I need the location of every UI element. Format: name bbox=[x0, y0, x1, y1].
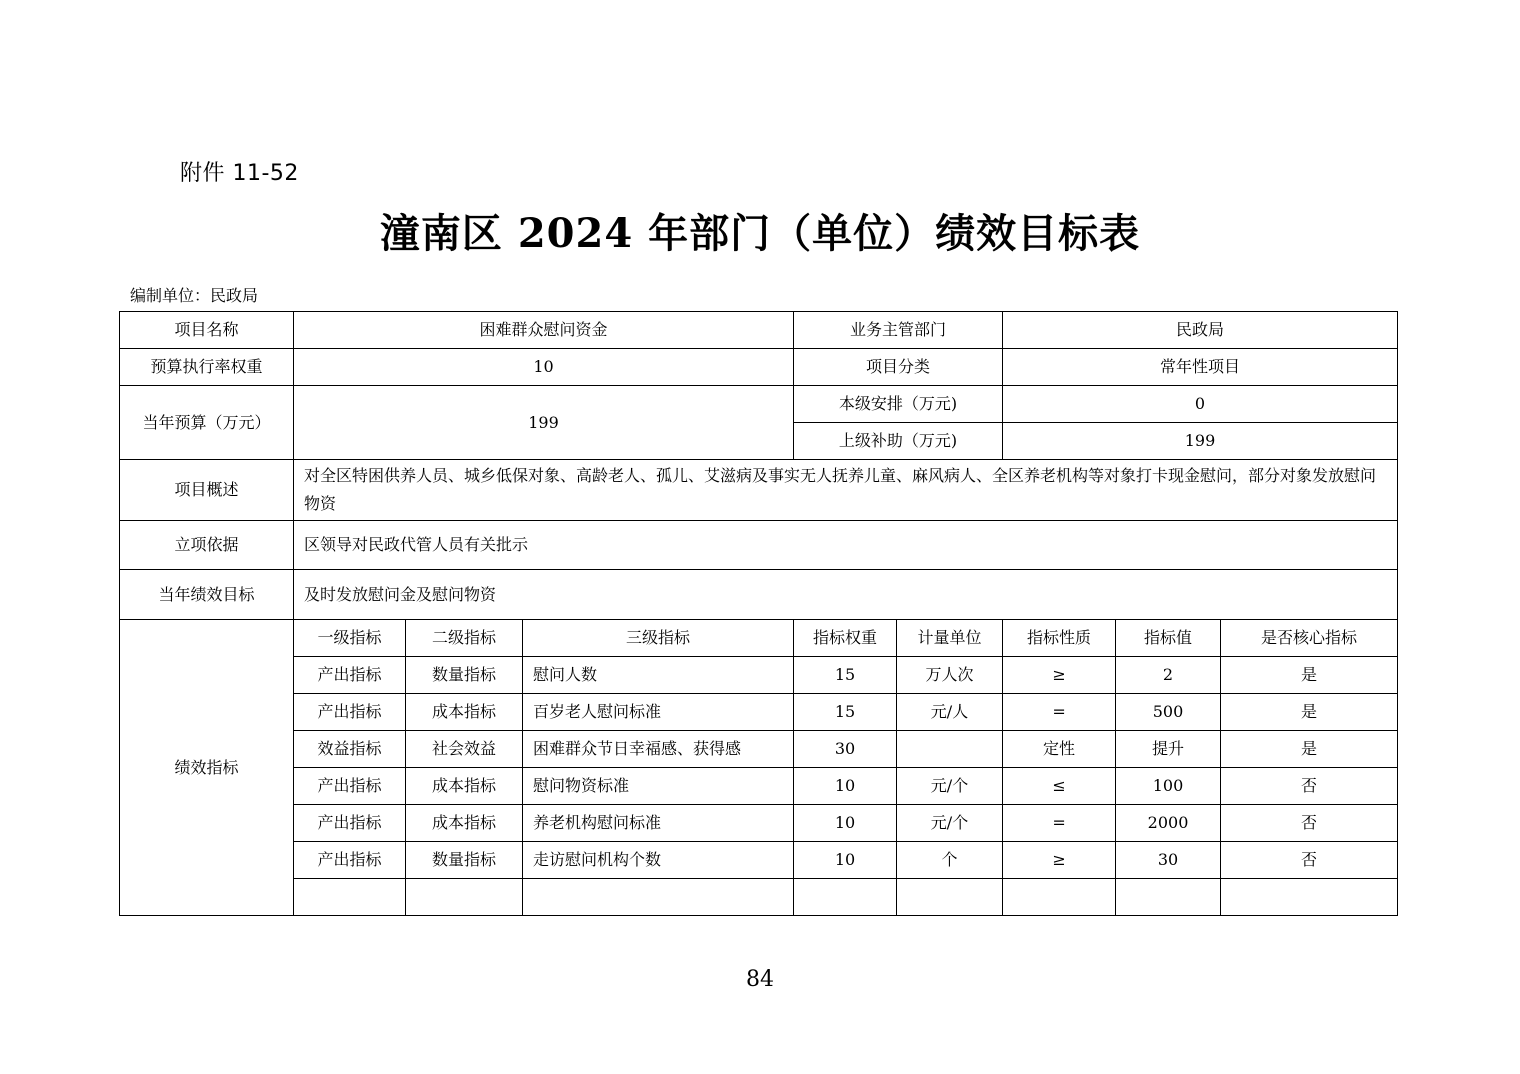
indicator-level1-cell: 产出指标 bbox=[294, 694, 406, 731]
header-nature: 指标性质 bbox=[1003, 620, 1116, 657]
indicator-unit-cell: 个 bbox=[897, 842, 1003, 879]
indicator-row bbox=[120, 657, 1398, 694]
header-core: 是否核心指标 bbox=[1221, 620, 1398, 657]
local-value: 0 bbox=[1003, 386, 1398, 423]
indicator-value-cell: 100 bbox=[1116, 768, 1221, 805]
indicator-row bbox=[120, 879, 1398, 916]
indicator-row bbox=[120, 768, 1398, 805]
indicator-core-cell: 否 bbox=[1221, 768, 1398, 805]
subsidy-label: 上级补助（万元) bbox=[794, 423, 1003, 460]
indicator-value-cell bbox=[1116, 879, 1221, 916]
row-basis bbox=[120, 521, 1398, 570]
category-label: 项目分类 bbox=[794, 349, 1003, 386]
project-name-label: 项目名称 bbox=[120, 312, 294, 349]
indicator-value-cell: 提升 bbox=[1116, 731, 1221, 768]
header-level2: 二级指标 bbox=[406, 620, 523, 657]
performance-table bbox=[119, 311, 1398, 916]
indicator-core-cell: 否 bbox=[1221, 805, 1398, 842]
header-unit: 计量单位 bbox=[897, 620, 1003, 657]
indicator-level2-cell: 数量指标 bbox=[406, 657, 523, 694]
indicator-core-cell: 否 bbox=[1221, 842, 1398, 879]
basis-value: 区领导对民政代管人员有关批示 bbox=[294, 521, 1398, 570]
annex-label: 附件 11-52 bbox=[180, 161, 299, 186]
indicator-level3-cell: 养老机构慰问标准 bbox=[523, 805, 794, 842]
indicator-section-label: 绩效指标 bbox=[120, 620, 294, 916]
budget-rate-label: 预算执行率权重 bbox=[120, 349, 294, 386]
row-budget-local bbox=[120, 386, 1398, 423]
indicator-nature-cell: ≤ bbox=[1003, 768, 1116, 805]
indicator-header-row bbox=[120, 620, 1398, 657]
indicator-row bbox=[120, 805, 1398, 842]
indicator-level3-cell: 困难群众节日幸福感、获得感 bbox=[523, 731, 794, 768]
row-goal bbox=[120, 570, 1398, 620]
indicator-level2-cell: 社会效益 bbox=[406, 731, 523, 768]
header-weight: 指标权重 bbox=[794, 620, 897, 657]
indicator-weight-cell: 10 bbox=[794, 842, 897, 879]
indicator-level3-cell bbox=[523, 879, 794, 916]
header-level3: 三级指标 bbox=[523, 620, 794, 657]
indicator-value-cell: 2000 bbox=[1116, 805, 1221, 842]
indicator-core-cell: 是 bbox=[1221, 694, 1398, 731]
indicator-core-cell: 是 bbox=[1221, 731, 1398, 768]
overview-label: 项目概述 bbox=[120, 460, 294, 521]
indicator-unit-cell: 元/个 bbox=[897, 805, 1003, 842]
indicator-level3-cell: 走访慰问机构个数 bbox=[523, 842, 794, 879]
indicator-weight-cell bbox=[794, 879, 897, 916]
indicator-unit-cell bbox=[897, 879, 1003, 916]
indicator-nature-cell: ≥ bbox=[1003, 842, 1116, 879]
indicator-unit-cell: 万人次 bbox=[897, 657, 1003, 694]
indicator-level1-cell: 产出指标 bbox=[294, 842, 406, 879]
indicator-level1-cell: 产出指标 bbox=[294, 657, 406, 694]
compile-unit: 编制单位：民政局 bbox=[130, 286, 259, 305]
row-budget-rate bbox=[120, 349, 1398, 386]
indicator-row bbox=[120, 731, 1398, 768]
indicator-unit-cell bbox=[897, 731, 1003, 768]
indicator-level1-cell: 产出指标 bbox=[294, 805, 406, 842]
overview-value: 对全区特困供养人员、城乡低保对象、高龄老人、孤儿、艾滋病及事实无人抚养儿童、麻风病人、全区养老机构等对象打卡现金慰问，部分对象发放慰问物资 bbox=[294, 460, 1398, 521]
indicator-row bbox=[120, 842, 1398, 879]
indicator-weight-cell: 10 bbox=[794, 805, 897, 842]
indicator-level2-cell: 成本指标 bbox=[406, 805, 523, 842]
indicator-level2-cell: 成本指标 bbox=[406, 768, 523, 805]
indicator-level3-cell: 慰问人数 bbox=[523, 657, 794, 694]
indicator-level3-cell: 百岁老人慰问标准 bbox=[523, 694, 794, 731]
indicator-core-cell bbox=[1221, 879, 1398, 916]
basis-label: 立项依据 bbox=[120, 521, 294, 570]
indicator-nature-cell: 定性 bbox=[1003, 731, 1116, 768]
indicator-weight-cell: 15 bbox=[794, 657, 897, 694]
indicator-level3-cell: 慰问物资标准 bbox=[523, 768, 794, 805]
indicator-level2-cell bbox=[406, 879, 523, 916]
indicator-value-cell: 30 bbox=[1116, 842, 1221, 879]
indicator-level2-cell: 数量指标 bbox=[406, 842, 523, 879]
page-title: 潼南区 2024 年部门（单位）绩效目标表 bbox=[379, 210, 1141, 257]
indicator-row bbox=[120, 694, 1398, 731]
local-label: 本级安排（万元) bbox=[794, 386, 1003, 423]
indicator-weight-cell: 15 bbox=[794, 694, 897, 731]
page-number: 84 bbox=[746, 967, 774, 992]
indicator-value-cell: 2 bbox=[1116, 657, 1221, 694]
indicator-level1-cell bbox=[294, 879, 406, 916]
row-overview bbox=[120, 460, 1398, 521]
category-value: 常年性项目 bbox=[1003, 349, 1398, 386]
indicator-nature-cell: ≥ bbox=[1003, 657, 1116, 694]
header-value: 指标值 bbox=[1116, 620, 1221, 657]
indicator-unit-cell: 元/个 bbox=[897, 768, 1003, 805]
indicator-level1-cell: 产出指标 bbox=[294, 768, 406, 805]
budget-label: 当年预算（万元） bbox=[120, 386, 294, 460]
goal-value: 及时发放慰问金及慰问物资 bbox=[294, 570, 1398, 620]
indicator-value-cell: 500 bbox=[1116, 694, 1221, 731]
project-name-value: 困难群众慰问资金 bbox=[294, 312, 794, 349]
indicator-core-cell: 是 bbox=[1221, 657, 1398, 694]
subsidy-value: 199 bbox=[1003, 423, 1398, 460]
goal-label: 当年绩效目标 bbox=[120, 570, 294, 620]
indicator-nature-cell bbox=[1003, 879, 1116, 916]
indicator-unit-cell: 元/人 bbox=[897, 694, 1003, 731]
indicator-weight-cell: 30 bbox=[794, 731, 897, 768]
indicator-level2-cell: 成本指标 bbox=[406, 694, 523, 731]
indicator-nature-cell: = bbox=[1003, 805, 1116, 842]
dept-value: 民政局 bbox=[1003, 312, 1398, 349]
row-project-name bbox=[120, 312, 1398, 349]
dept-label: 业务主管部门 bbox=[794, 312, 1003, 349]
indicator-level1-cell: 效益指标 bbox=[294, 731, 406, 768]
header-level1: 一级指标 bbox=[294, 620, 406, 657]
budget-rate-value: 10 bbox=[294, 349, 794, 386]
indicator-nature-cell: = bbox=[1003, 694, 1116, 731]
budget-value: 199 bbox=[294, 386, 794, 460]
indicator-weight-cell: 10 bbox=[794, 768, 897, 805]
